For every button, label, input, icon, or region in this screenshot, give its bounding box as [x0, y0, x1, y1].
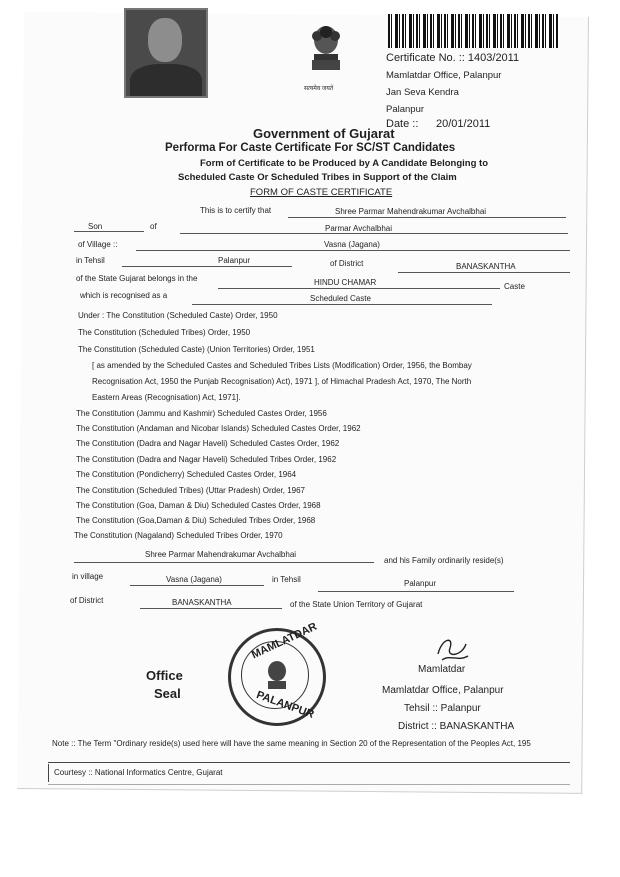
tehsil-label: in Tehsil [76, 256, 105, 265]
order-line: The Constitution (Goa,Daman & Diu) Scheduled Tribes Order, 1968 [76, 516, 316, 525]
stamp-emblem-icon [263, 659, 291, 693]
order-line: Under : The Constitution (Scheduled Caste) Order, 1950 [78, 311, 278, 320]
form-line-2: Scheduled Caste Or Scheduled Tribes in Support of the Claim [178, 172, 457, 183]
signatory-district: District :: BANASKANTHA [398, 721, 515, 732]
residence-tehsil-value: Palanpur [404, 579, 437, 588]
date-value: 20/01/2011 [436, 118, 491, 130]
residence-district-label: of District [70, 596, 104, 605]
form-line-1: Form of Certificate to be Produced by A Candidate Belonging to [200, 158, 489, 169]
mamlatdar-stamp [228, 620, 326, 726]
village-value: Vasna (Jagana) [324, 240, 380, 249]
of-label: of [150, 222, 157, 231]
form-heading: FORM OF CASTE CERTIFICATE [250, 187, 393, 198]
order-line: The Constitution (Pondicherry) Scheduled Castes Order, 1964 [76, 470, 297, 479]
order-line: The Constitution (Dadra and Nagar Haveli) Scheduled Castes Order, 1962 [76, 439, 340, 448]
signatory-tehsil: Tehsil :: Palanpur [404, 703, 481, 714]
order-line: The Constitution (Andaman and Nicobar Islands) Scheduled Castes Order, 1962 [76, 424, 361, 433]
order-line: The Constitution (Scheduled Tribes) (Uttar Pradesh) Order, 1967 [76, 486, 305, 495]
order-line: Recognisation Act, 1950 the Punjab Recognisation) Act), 1971 ], of Himachal Pradesh Act, 1970, The North [92, 377, 472, 386]
courtesy-text: Courtesy :: National Informatics Centre, Gujarat [54, 768, 223, 777]
caste-label: Caste [504, 282, 525, 291]
caste-value: HINDU CHAMAR [314, 278, 377, 287]
barcode [388, 14, 558, 48]
relation-field: Son [88, 222, 103, 231]
village-label: of Village :: [78, 240, 118, 249]
order-line: The Constitution (Jammu and Kashmir) Scheduled Castes Order, 1956 [76, 409, 327, 418]
order-line: The Constitution (Scheduled Tribes) Order, 1950 [78, 328, 251, 337]
order-line: The Constitution (Dadra and Nagar Haveli) Scheduled Tribes Order, 1962 [76, 455, 337, 464]
header-kendra: Jan Seva Kendra [386, 87, 459, 98]
performa-title: Performa For Caste Certificate For SC/ST Candidates [165, 142, 456, 154]
header-office: Mamlatdar Office, Palanpur [386, 70, 502, 81]
residence-village-label: in village [72, 572, 104, 581]
note-text: Note :: The Term "Ordinary reside(s) used here will have the same meaning in Section 20 of the Representation of the Peoples Act, 195 [52, 739, 531, 748]
father-name: Parmar Avchalbhai [325, 224, 392, 233]
order-line: The Constitution (Nagaland) Scheduled Tribes Order, 1970 [74, 531, 283, 540]
signatory-title: Mamlatdar [418, 664, 466, 675]
certificate-number: Certificate No. :: 1403/2011 [386, 52, 520, 64]
category-value: Scheduled Caste [310, 294, 371, 303]
order-line: The Constitution (Scheduled Caste) (Union Territories) Order, 1951 [78, 345, 315, 354]
resident-name: Shree Parmar Mahendrakumar Avchalbhai [145, 550, 297, 559]
date-label: Date :: [386, 118, 419, 130]
tehsil-value: Palanpur [218, 256, 251, 265]
applicant-photo [124, 8, 208, 98]
certify-label: This is to certify that [200, 206, 272, 215]
order-line: Eastern Areas (Recognisation) Act, 1971]. [92, 393, 241, 402]
district-label: of District [330, 259, 364, 268]
header-city: Palanpur [386, 104, 425, 115]
recognised-label: which is recognised as a [80, 291, 168, 300]
residence-tehsil-label: in Tehsil [272, 575, 301, 584]
order-line: [ as amended by the Scheduled Castes and Scheduled Tribes Lists (Modification) Order, 1956, the Bombay [92, 361, 472, 370]
signature [432, 634, 472, 666]
applicant-name: Shree Parmar Mahendrakumar Avchalbhai [335, 207, 487, 216]
district-value: BANASKANTHA [456, 262, 516, 271]
office-seal-line-2: Seal [154, 686, 181, 701]
state-belongs-label: of the State Gujarat belongs in the [76, 274, 198, 283]
office-seal-line-1: Office [146, 668, 183, 683]
residence-state-label: of the State Union Territory of Gujarat [290, 600, 423, 609]
government-title: Government of Gujarat [253, 126, 395, 141]
residence-village-value: Vasna (Jagana) [166, 575, 222, 584]
stamp-top-text: MAMLATDAR [249, 620, 319, 662]
stamp-bottom-text: PALANPUR [254, 689, 316, 721]
residence-district-value: BANASKANTHA [172, 598, 232, 607]
order-line: The Constitution (Goa, Daman & Diu) Scheduled Castes Order, 1968 [76, 501, 321, 510]
emblem-caption: सत्यमेव जयते [304, 86, 334, 92]
footer-box-edge [48, 764, 49, 782]
resides-label: and his Family ordinarily reside(s) [384, 556, 504, 565]
state-emblem-icon [306, 22, 346, 84]
signatory-office: Mamlatdar Office, Palanpur [382, 685, 504, 696]
